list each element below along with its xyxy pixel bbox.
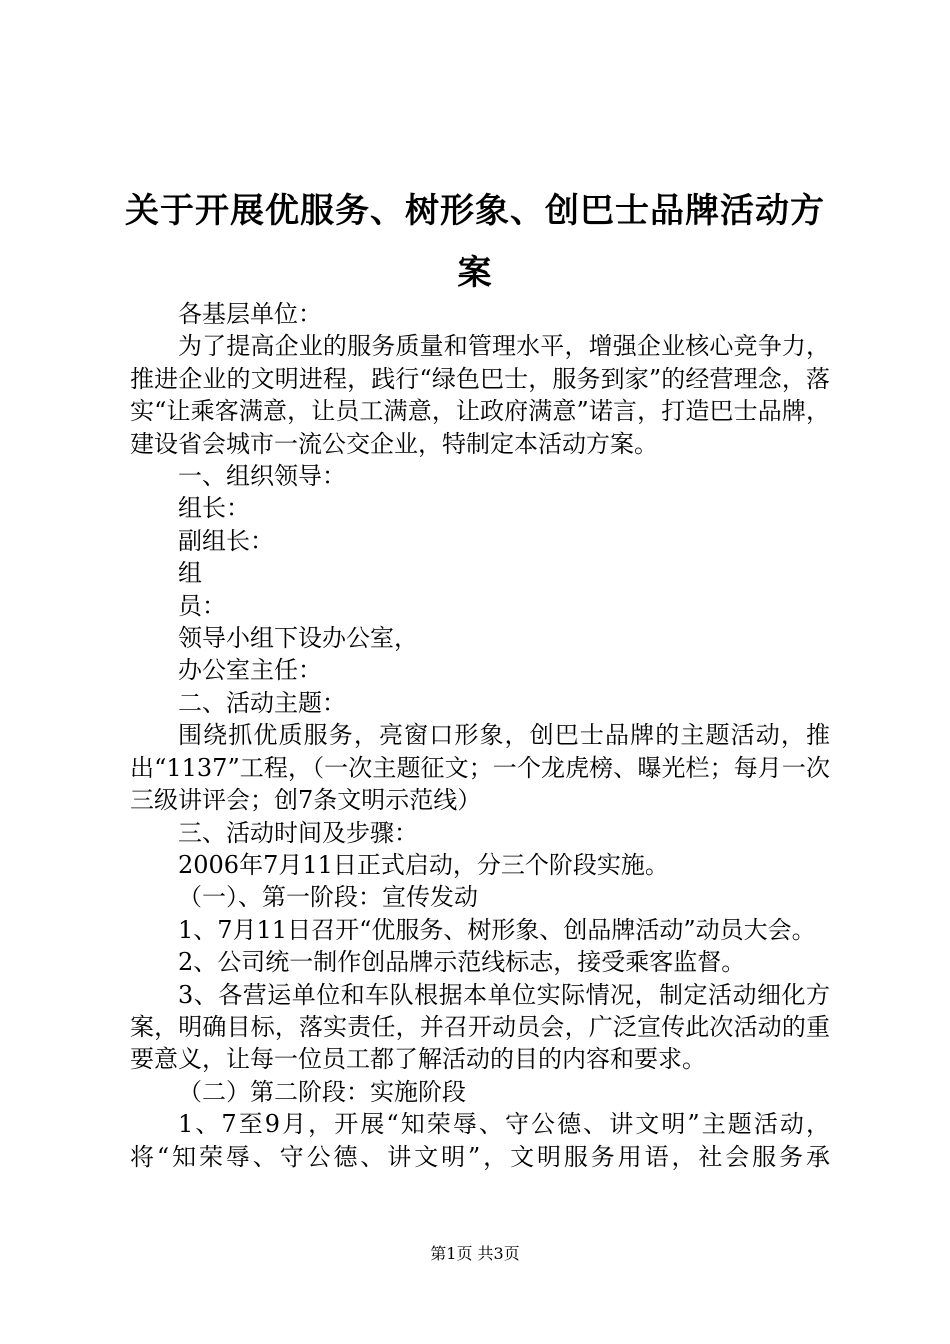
stage-1-item-3: 3、各营运单位和车队根据本单位实际情况，制定活动细化方案，明确目标，落实责任，并召开动员会，广泛宣传此次活动的重要意义，让每一位员工都了解活动的目的内容和要求。: [130, 980, 830, 1074]
section-heading-2: 二、活动主题：: [178, 688, 346, 717]
stage-2-heading: （二）第二阶段：实施阶段: [178, 1077, 466, 1106]
section-heading-3: 三、活动时间及步骤：: [178, 818, 418, 847]
stage-1-heading: （一）、第一阶段：宣传发动: [178, 883, 478, 912]
office-director-line: 办公室主任：: [178, 656, 322, 685]
office-line: 领导小组下设办公室，: [178, 624, 418, 653]
document-body: [130, 298, 830, 1173]
start-date-paragraph: 2006年7月11日正式启动，分三个阶段实施。: [178, 850, 669, 879]
page-indicator: 第1页 共3页: [430, 1244, 520, 1263]
stage-1-item-2: 2、公司统一制作创品牌示范线标志，接受乘客监督。: [178, 948, 746, 977]
stage-1-item-1: 1、7月11日召开“优服务、树形象、创品牌活动”动员大会。: [178, 915, 816, 944]
stage-2-item-1: 1、7至9月，开展“知荣辱、守公德、讲文明”主题活动，将“知荣辱、守公德、讲文明”，文明服务用语，社会服务承: [130, 1110, 830, 1171]
deputy-leader-line: 副组长：: [178, 526, 274, 555]
document-title: 关于开展优服务、树形象、创巴士品牌活动方案: [125, 191, 825, 293]
theme-paragraph: 围绕抓优质服务，亮窗口形象，创巴士品牌的主题活动，推出“1137”工程，（一次主题征文；一个龙虎榜、曝光栏；每月一次三级讲评会；创7条文明示范线）: [130, 721, 830, 815]
leader-line: 组长：: [178, 494, 250, 523]
member-line-part1: 组: [178, 559, 202, 588]
section-heading-1: 一、组织领导：: [178, 462, 346, 491]
member-line-part2: 员：: [178, 591, 226, 620]
salutation: 各基层单位：: [178, 300, 322, 328]
intro-paragraph: 为了提高企业的服务质量和管理水平，增强企业核心竞争力，推进企业的文明进程，践行“绿色巴士，服务到家”的经营理念，落实“让乘客满意，让员工满意，让政府满意”诺言，打造巴士品牌，建设省会城市一流公交企业，特制定本活动方案。: [130, 332, 830, 458]
